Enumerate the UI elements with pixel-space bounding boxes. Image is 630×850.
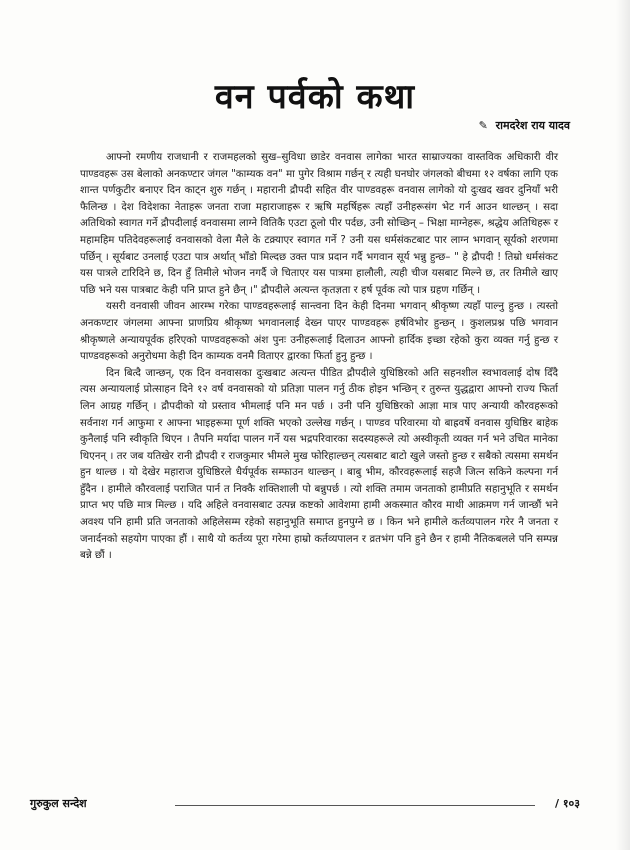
pen-icon: ✎ — [478, 119, 488, 132]
paragraph-2: यसरी वनवासी जीवन आरम्भ गरेका पाण्डवहरूलाई सान्त्वना दिन केही दिनमा भगवान् श्रीकृष्ण त्यहाँ पाल्नु हुन्छ । त्यस्तो अनकण्टार जंगलमा आफ्ना प्राणप्रिय श्रीकृष्ण भगवानलाई देख्न पाएर पाण्डवहरू हर्षविभोर हुन्छन् । कुशलप्रश्न पछि भगवान श्रीकृष्णले अन्यायपूर्वक हरिएको पाण्डवहरूको अंश पुनः उनीहरूलाई दिलाउन आफ्नो हार्दिक इच्छा रहेको कुरा व्यक्त गर्नु हुन्छ र पाण्डवहरूको अनुरोधमा केही दिन काम्यक वनमै विताएर द्वारका फिर्ता हुनु हुन्छ । — [80, 301, 558, 363]
article-title: वन पर्वको कथा — [214, 77, 416, 117]
author-byline — [479, 118, 570, 133]
article-body — [80, 150, 558, 565]
page-edge-shadow — [616, 0, 630, 850]
page-number: / १०३ — [554, 797, 580, 810]
author-name: रामदरेश राय यादव — [495, 119, 570, 132]
paragraph-1: आफ्नो रमणीय राजधानी र राजमहलको सुख–सुविधा छाडेर वनवास लागेका भारत साम्राज्यका वास्तविक अधिकारी वीर पाण्डवहरू उस बेलाको अनकण्टार जंगल "काम्यक वन" मा पुगेर विश्राम गर्छन् र त्यही घनघोर जंगलको बीचमा १२ वर्षका लागि एक शान्त पर्णकुटीर बनाएर दिन काट्न शुरु गर्छन् । महारानी द्रौपदी सहित वीर पाण्डवहरू वनवास लागेको यो दुःखद खवर दुनियाँ भरी फैलिन्छ । देश विदेशका नेताहरू जनता राजा महाराजाहरू र ऋषि महर्षिहरू त्यहाँ उनीहरूसंग भेट गर्न आउन थाल्छन् । सदा अतिथिको स्वागत गर्ने द्रौपदीलाई वनवासमा लाग्ने वितिकै एउटा ठूलो पीर पर्दछ, उनी सोच्छिन् – भिक्षा माग्नेहरू, श्रद्धेय अतिथिहरू र महामहिम पतिदेवहरूलाई वनवासको वेला मैले के टक्र्याएर स्वागत गर्ने ? उनी यस धर्मसंकटबाट पार लाग्न भगवान् सूर्यको शरणमा पर्छिन् । सूर्यबाट उनलाई एउटा पात्र अर्थात् भाँडो मिल्दछ उक्त पात्र प्रदान गर्दै भगवान सूर्य भन्नु हुन्छ– " हे द्रौपदी ! तिम्रो धर्मसंकट यस पात्रले टारिदिने छ, दिन हुँ तिमीले भोजन नगर्दै जे चिताएर यस पात्रमा हालौली, त्यही चीज यसबाट मिल्ने छ, तर तिमीले खाए पछि भने यस पात्रबाट केही पनि प्राप्त हुने छैन् ।" द्रौपदीले अत्यन्त कृतज्ञता र हर्ष पूर्वक त्यो पात्र ग्रहण गर्छिन् । — [80, 152, 558, 296]
paragraph-3: दिन बित्दै जान्छन्, एक दिन वनवासका दुःखबाट अत्यन्त पीडित द्रौपदीले युधिष्ठिरको अति सहनशील स्वभावलाई दोष दिँदै त्यस अन्यायलाई प्रोत्साहन दिने १२ वर्ष वनवासको यो प्रतिज्ञा पालन गर्नु ठीक होइन भन्छिन् र तुरुन्त युद्धद्वारा आफ्नो राज्य फिर्ता लिन आग्रह गर्छिन् । द्रौपदीको यो प्रस्ताव भीमलाई पनि मन पर्छ । उनी पनि युधिष्ठिरको आज्ञा मात्र पाए अन्यायी कौरवहरूको सर्वनाश गर्न आफुमा र आफ्ना भाइहरूमा पूर्ण शक्ति भएको उल्लेख गर्छन् । पाण्डव परिवारमा यो बाह्रवर्षे वनवास युधिष्ठिर बाहेक कुनैलाई पनि स्वीकृति थिएन । तैपनि मर्यादा पालन गर्ने यस भद्रपरिवारका सदस्यहरूले त्यो अस्वीकृती व्यक्त गर्न भने उचित मानेका थिएनन् । तर जब यतिखेर रानी द्रौपदी र राजकुमार भीमले मुख फोरिहाल्छन् त्यसबाट बाटो खुले जस्तो हुन्छ र सबैको त्यसमा समर्थन हुन थाल्छ । यो देखेर महाराज युधिष्ठिरले धैर्यपूर्वक सम्फाउन थाल्छन् । बाबु भीम, कौरवहरूलाई सहजै जित्न सकिने कल्पना गर्न हुँदैन । हामीले कौरवलाई पराजित पार्न त निक्कै शक्तिशाली पो बन्नुपर्छ । त्यो शक्ति तमाम जनताको हामीप्रति सहानुभूति र समर्थन प्राप्त भए पछि मात्र मिल्छ । यदि अहिले वनवासबाट उत्पन्न कष्टको आवेशमा हामी अकस्मात कौरव माथी आक्रमण गर्न जान्छौं भने अवश्य पनि हामी प्रति जनताको अहिलेसम्म रहेको सहानुभूति समाप्त हुनपुग्ने छ । किन भने हामीले कर्तव्यपालन गरेर नै जनता र जनार्दनको सहयोग पाएका हौं । साथै यो कर्तव्य पूरा गरेमा हाम्रो कर्तव्यपालन र व्रतभंग पनि हुने छैन र हामी नैतिकबलले पनि सम्पन्न बन्ने छौं । — [80, 367, 558, 562]
publication-name: गुरुकुल सन्देश — [30, 797, 87, 810]
footer-divider — [175, 805, 535, 806]
page-footer — [30, 796, 580, 816]
